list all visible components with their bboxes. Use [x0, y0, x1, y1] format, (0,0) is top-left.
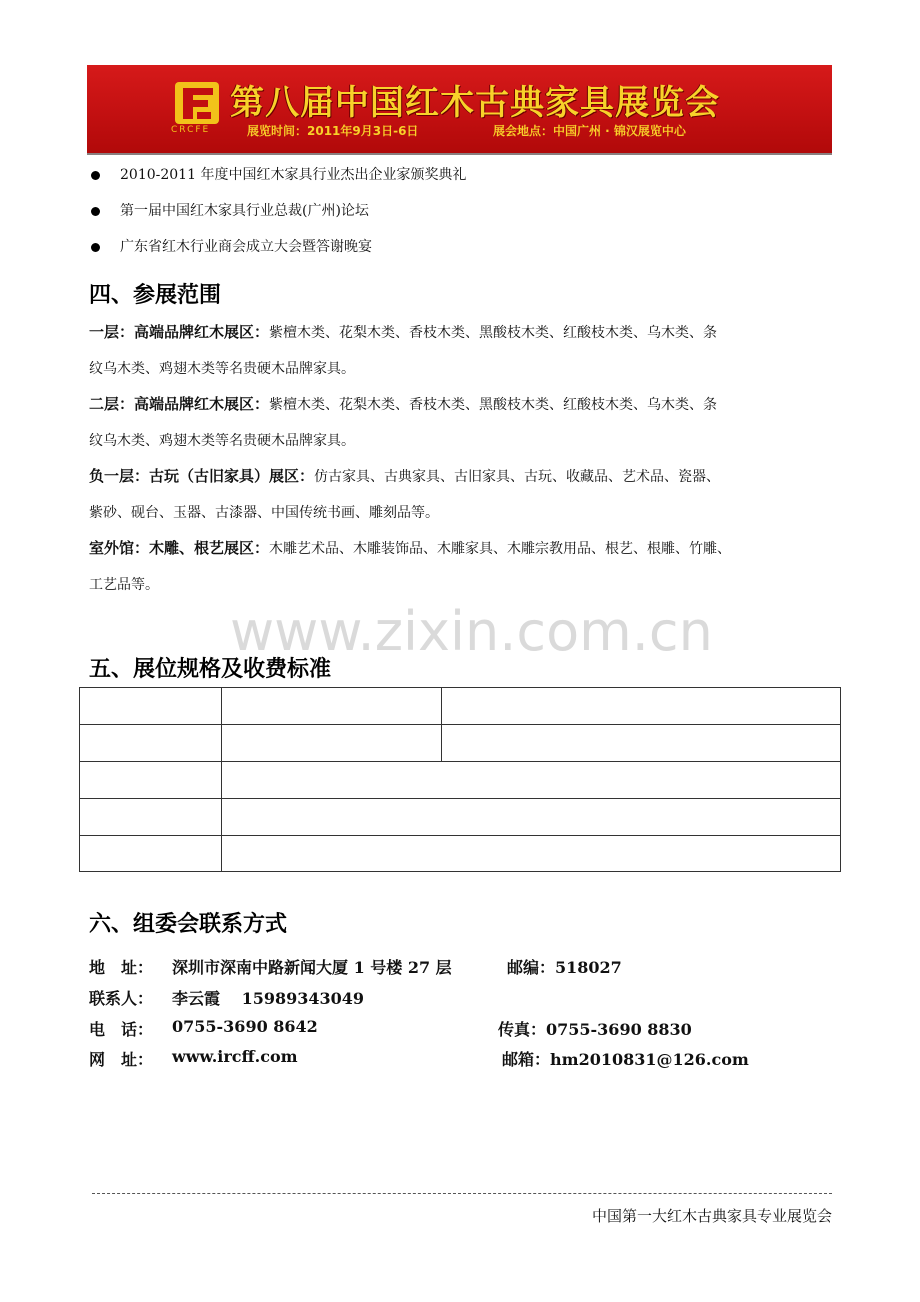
scope-text: 纹乌木类、鸡翅木类等名贵硬木品牌家具。	[89, 433, 355, 449]
booth-fee-table	[79, 687, 841, 872]
section-heading-contact: 六、组委会联系方式	[89, 912, 288, 937]
scope-item	[89, 530, 835, 603]
scope-label: 室外馆：木雕、根艺展区：	[89, 539, 270, 557]
header-banner	[87, 65, 832, 153]
contact-label: 联系人：	[89, 989, 154, 1008]
bullet-icon	[91, 207, 100, 216]
scope-text: 仿古家具、古典家具、古旧家具、古玩、收藏品、艺术品、瓷器、	[314, 469, 721, 485]
scope-text: 紫檀木类、花梨木类、香枝木类、黑酸枝木类、红酸枝木类、乌木类、条	[269, 325, 718, 341]
bullet-icon	[91, 171, 100, 180]
table-cell	[441, 724, 841, 762]
scope-text: 紫檀木类、花梨木类、香枝木类、黑酸枝木类、红酸枝木类、乌木类、条	[269, 397, 718, 413]
exhibition-venue: 展会地点：中国广州 · 锦汉展览中心	[493, 124, 686, 138]
table-cell	[79, 798, 222, 836]
scope-item	[89, 314, 835, 387]
footer-divider	[92, 1193, 832, 1194]
postcode: 邮编：518027	[507, 958, 622, 977]
scope-text: 紫砂、砚台、玉器、古漆器、中国传统书画、雕刻品等。	[89, 505, 439, 521]
phone-value: 0755-3690 8642	[172, 1017, 318, 1036]
scope-item	[89, 458, 835, 531]
scope-label: 二层：高端品牌红木展区：	[89, 395, 270, 413]
watermark: www.zixin.com.cn	[230, 600, 713, 663]
footer-slogan: 中国第一大红木古典家具专业展览会	[591, 1207, 832, 1225]
scope-label: 一层：高端品牌红木展区：	[89, 323, 270, 341]
crcfe-logo-icon	[175, 82, 219, 124]
table-cell	[221, 724, 442, 762]
event-text: 2010-2011 年度中国红木家具行业杰出企业家颁奖典礼	[120, 167, 467, 183]
table-cell	[221, 761, 841, 799]
table-cell	[79, 687, 222, 725]
address-label: 地 址：	[89, 958, 154, 977]
exhibition-time: 展览时间：2011年9月3日-6日	[247, 124, 419, 138]
scope-item	[89, 386, 835, 459]
table-cell	[221, 835, 841, 872]
web-label: 网 址：	[89, 1050, 154, 1069]
table-cell	[221, 687, 442, 725]
table-cell	[79, 835, 222, 872]
table-cell	[79, 724, 222, 762]
table-cell	[221, 798, 841, 836]
web-link[interactable]: www.ircff.com	[172, 1047, 298, 1066]
logo-text: CRCFE	[171, 125, 211, 135]
section-heading-scope: 四、参展范围	[89, 283, 222, 308]
fax: 传真：0755-3690 8830	[498, 1020, 692, 1039]
scope-text: 木雕艺术品、木雕装饰品、木雕家具、木雕宗教用品、根艺、根雕、竹雕、	[269, 541, 732, 557]
scope-text: 纹乌木类、鸡翅木类等名贵硬木品牌家具。	[89, 361, 355, 377]
table-cell	[79, 761, 222, 799]
scope-text: 工艺品等。	[89, 577, 159, 593]
phone-label: 电 话：	[89, 1020, 154, 1039]
event-text: 第一届中国红木家具行业总裁(广州)论坛	[120, 203, 369, 219]
bullet-icon	[91, 243, 100, 252]
event-text: 广东省红木行业商会成立大会暨答谢晚宴	[120, 239, 372, 255]
email[interactable]: 邮箱：hm2010831@126.com	[502, 1050, 749, 1069]
contact-value: 李云霞 15989343049	[172, 989, 365, 1008]
section-heading-booth: 五、展位规格及收费标准	[89, 657, 332, 682]
table-cell	[441, 687, 841, 725]
address-value: 深圳市深南中路新闻大厦 1 号楼 27 层	[172, 958, 452, 977]
scope-label: 负一层：古玩（古旧家具）展区：	[89, 467, 315, 485]
banner-title: 第八届中国红木古典家具展览会	[230, 83, 720, 123]
